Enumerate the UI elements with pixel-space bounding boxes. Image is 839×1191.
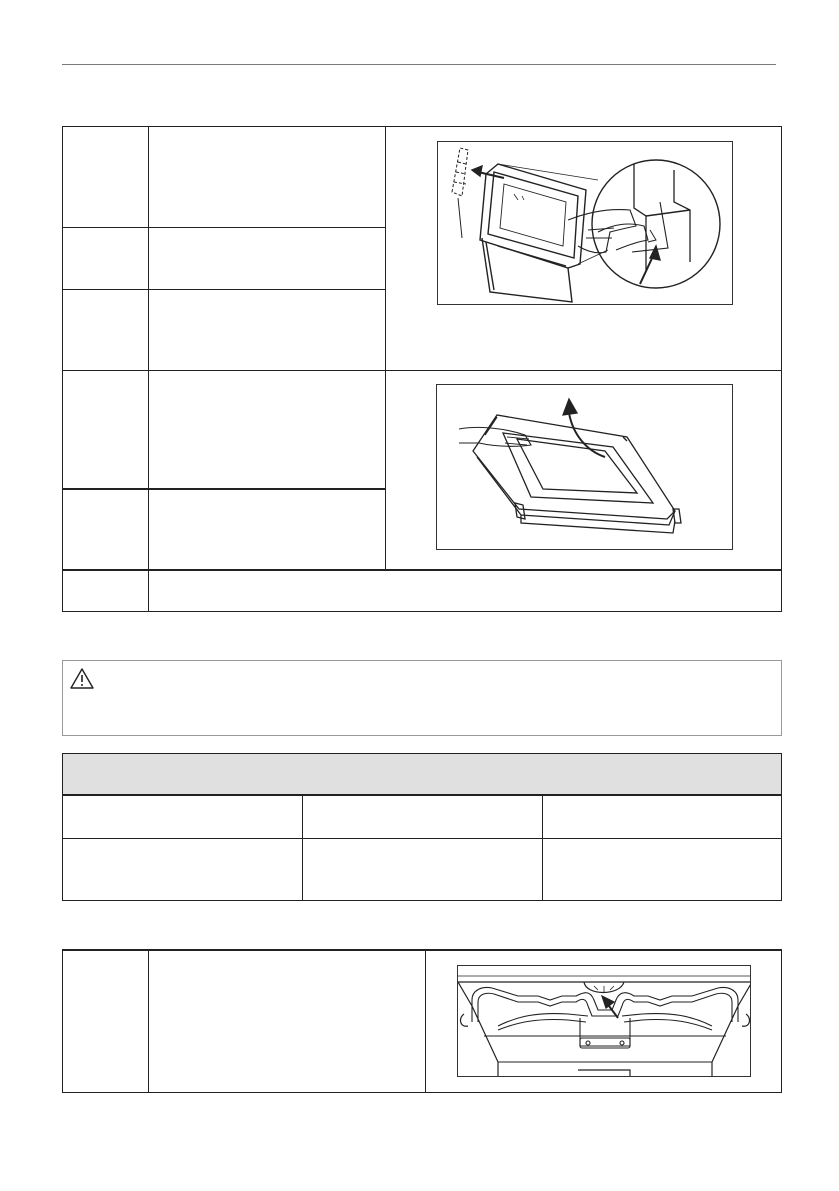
row-divider <box>63 838 781 839</box>
door-glass-removal-illustration <box>437 141 733 305</box>
row-divider <box>63 289 385 290</box>
column-divider <box>385 127 386 569</box>
row-divider <box>63 227 385 228</box>
column-divider <box>148 951 149 1093</box>
oven-heating-element-illustration <box>457 965 751 1077</box>
warning-triangle-icon <box>69 667 95 691</box>
header-rule <box>62 64 776 65</box>
column-divider <box>302 796 303 900</box>
row-divider <box>63 370 781 371</box>
row-divider <box>63 488 385 490</box>
column-divider <box>542 796 543 900</box>
row-divider <box>63 569 781 571</box>
lift-glass-panel-illustration <box>436 384 733 550</box>
table-header <box>63 754 781 796</box>
glass-panels-table <box>62 753 782 901</box>
steps-table-1 <box>62 126 782 612</box>
warning-box <box>62 660 782 736</box>
column-divider <box>148 127 149 611</box>
column-divider <box>425 951 426 1093</box>
steps-table-2 <box>62 949 782 1093</box>
